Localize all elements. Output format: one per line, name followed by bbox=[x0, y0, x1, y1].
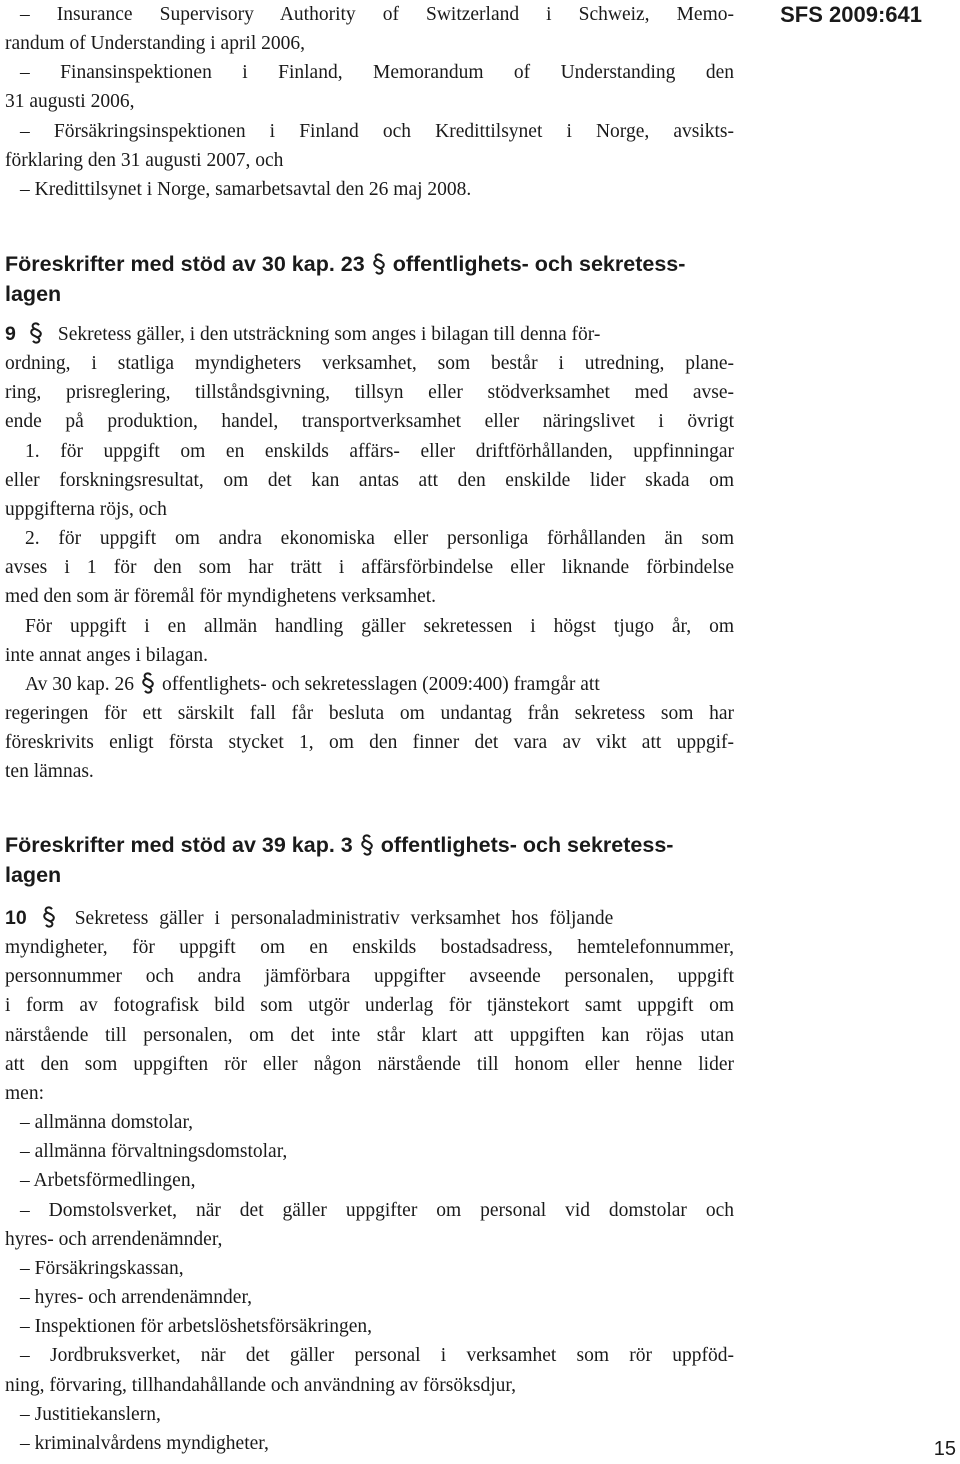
text-line: myndigheter, för uppgift om en enskilds bostadsadress, hemtelefonnummer, bbox=[5, 937, 734, 959]
section-sign-icon bbox=[371, 252, 387, 276]
text-line: men: bbox=[5, 1082, 44, 1104]
list-item: – Finansinspektionen i Finland, Memorandum of Understanding den bbox=[20, 62, 734, 84]
text-line: inte annat anges i bilagan. bbox=[5, 644, 209, 666]
list-item-continuation: 31 augusti 2006, bbox=[5, 91, 135, 113]
text-line: personnummer och andra jämförbara uppgifter avseende personalen, uppgift bbox=[5, 966, 734, 988]
list-item: – Arbetsförmedlingen, bbox=[20, 1170, 196, 1192]
text-line: föreskrivits enligt första stycket 1, om den finner det vara av vikt att uppgif- bbox=[5, 732, 734, 754]
text-line: uppgifterna röjs, och bbox=[5, 498, 167, 520]
heading-text: lagen bbox=[5, 862, 62, 887]
text-line: i form av fotografisk bild som utgör underlag för tjänstekort samt uppgift om bbox=[5, 995, 734, 1017]
text-line: regeringen för ett särskilt fall får besluta om undantag från sekretess som har bbox=[5, 703, 734, 725]
heading-text: offentlighets- och sekretess- bbox=[392, 252, 686, 276]
list-item: – allmänna domstolar, bbox=[20, 1112, 194, 1134]
text-line: Av 30 kap. 26 bbox=[25, 673, 135, 695]
intro-list bbox=[5, 0, 734, 204]
heading-text: Föreskrifter med stöd av 30 kap. 23 bbox=[5, 252, 365, 276]
text-line: 1. för uppgift om en enskilds affärs- eller driftförhållanden, uppfinningar bbox=[25, 440, 734, 462]
section-sign-icon bbox=[140, 674, 156, 695]
text-line: offentlighets- och sekretesslagen (2009:400) framgår att bbox=[162, 673, 600, 695]
text-line: avses i 1 för den som har trätt i affärsförbindelse eller liknande förbindelse bbox=[5, 557, 734, 579]
text-line: att den som uppgiften rör eller någon närstående till honom eller henne lider bbox=[5, 1053, 734, 1075]
list-item-continuation: förklaring den 31 augusti 2007, och bbox=[5, 149, 284, 171]
list-item: – hyres- och arrendenämnder, bbox=[20, 1287, 253, 1309]
section-heading-39-kap bbox=[5, 831, 734, 890]
list-item: – Försäkringsinspektionen i Finland och Kredittilsynet i Norge, avsikts- bbox=[20, 120, 734, 142]
list-item: – Jordbruksverket, när det gäller personal i verksamhet som rör uppföd- bbox=[20, 1345, 734, 1367]
section-heading-30-kap bbox=[5, 250, 734, 309]
section-sign-icon bbox=[28, 322, 44, 344]
paragraph-text: Sekretess gäller, i den utsträckning som anges i bilagan till denna för- bbox=[57, 324, 601, 345]
sfs-number: SFS 2009:641 bbox=[780, 2, 922, 27]
list-item-continuation: ning, förvaring, tillhandahållande och användning av försöksdjur, bbox=[5, 1374, 516, 1396]
list-item: – Domstolsverket, när det gäller uppgifter om personal vid domstolar och bbox=[20, 1199, 734, 1221]
list-item: – kriminalvårdens myndigheter, bbox=[20, 1432, 269, 1454]
paragraph-text: Sekretess gäller i personaladministrativ verksamhet hos följande bbox=[74, 908, 614, 929]
page-number: 15 bbox=[933, 1438, 956, 1460]
section-39-kap-body bbox=[5, 904, 734, 1458]
text-line: med den som är föremål för myndighetens verksamhet. bbox=[5, 586, 437, 608]
paragraph-number: 10 bbox=[5, 907, 27, 929]
text-line: ten lämnas. bbox=[5, 761, 94, 783]
list-item: – Insurance Supervisory Authority of Switzerland i Schweiz, Memo- bbox=[20, 4, 734, 25]
text-line: ordning, i statliga myndigheters verksamhet, som består i utredning, plane- bbox=[5, 353, 734, 375]
list-item: – Inspektionen för arbetslöshetsförsäkringen, bbox=[20, 1316, 372, 1338]
list-item: – Kredittilsynet i Norge, samarbetsavtal den 26 maj 2008. bbox=[20, 178, 472, 200]
list-item-continuation: hyres- och arrendenämnder, bbox=[5, 1228, 223, 1250]
text-line: 2. för uppgift om andra ekonomiska eller personliga förhållanden än som bbox=[25, 528, 734, 550]
text-line: ende på produktion, handel, transportverksamhet eller näringslivet i övrigt bbox=[5, 411, 734, 433]
list-item: – allmänna förvaltningsdomstolar, bbox=[20, 1141, 288, 1163]
list-item-continuation: randum of Understanding i april 2006, bbox=[5, 33, 306, 55]
list-item: – Försäkringskassan, bbox=[20, 1257, 184, 1279]
text-line: närstående till personalen, om det inte står klart att uppgiften kan röjas utan bbox=[5, 1024, 734, 1046]
section-sign-icon bbox=[359, 833, 375, 857]
text-line: ring, prisreglering, tillståndsgivning, tillsyn eller stödverksamhet med avse- bbox=[5, 382, 734, 404]
heading-text: lagen bbox=[5, 281, 62, 306]
heading-text: Föreskrifter med stöd av 39 kap. 3 bbox=[5, 833, 353, 857]
text-line: För uppgift i en allmän handling gäller sekretessen i högst tjugo år, om bbox=[25, 615, 734, 637]
section-30-kap-body bbox=[5, 320, 734, 787]
heading-text: offentlighets- och sekretess- bbox=[380, 833, 674, 857]
list-item: – Justitiekanslern, bbox=[20, 1403, 161, 1425]
text-line: eller forskningsresultat, om det kan antas att den enskilde lider skada om bbox=[5, 469, 734, 491]
section-sign-icon bbox=[41, 906, 57, 928]
paragraph-number: 9 bbox=[5, 323, 16, 345]
